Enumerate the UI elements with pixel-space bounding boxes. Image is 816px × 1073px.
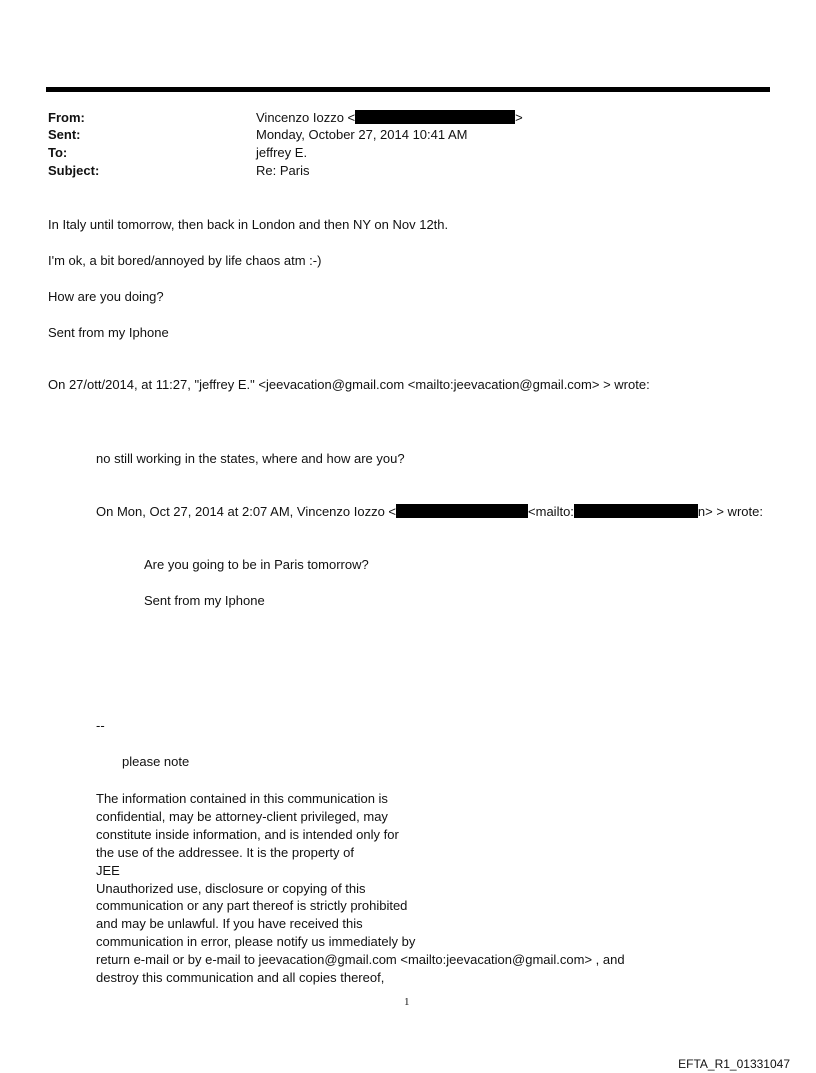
disclaimer-line: destroy this communication and all copies thereof, [96, 970, 385, 986]
to-label: To: [48, 145, 68, 160]
body-line-3: How are you doing? [48, 289, 164, 304]
page-number: 1 [404, 996, 410, 1008]
body-signature: Sent from my Iphone [48, 325, 169, 340]
disclaimer-line: and may be unlawful. If you have received this [96, 916, 363, 932]
quote1-text: no still working in the states, where and how are you? [96, 451, 405, 466]
document-id: EFTA_R1_01331047 [678, 1057, 790, 1071]
disclaimer-line: confidential, may be attorney-client privileged, may [96, 808, 388, 824]
quote2-signature: Sent from my Iphone [144, 593, 265, 608]
sent-label: Sent: [48, 127, 81, 142]
quote2-mailto: <mailto: [528, 504, 574, 519]
quote2-attribution [96, 504, 763, 520]
body-line-2: I'm ok, a bit bored/annoyed by life chaos atm :-) [48, 253, 322, 268]
body-line-1: In Italy until tomorrow, then back in London and then NY on Nov 12th. [48, 217, 449, 232]
from-bracket: > [515, 110, 523, 125]
redaction-box [396, 504, 528, 518]
disclaimer-line: communication in error, please notify us immediately by [96, 934, 416, 950]
to-value: jeffrey E. [256, 145, 308, 160]
signature-separator: -- [96, 718, 105, 733]
quote2-attribution-end: n> > wrote: [697, 504, 763, 519]
disclaimer-line: communication or any part thereof is strictly prohibited [96, 898, 408, 914]
disclaimer-line: return e-mail or by e-mail to jeevacation@gmail.com <mailto:jeevacation@gmail.com> , and [96, 952, 625, 968]
quote2-attribution-start: On Mon, Oct 27, 2014 at 2:07 AM, Vincenzo Iozzo < [96, 504, 397, 519]
quote2-text: Are you going to be in Paris tomorrow? [144, 557, 369, 572]
sent-value: Monday, October 27, 2014 10:41 AM [256, 127, 468, 142]
subject-value: Re: Paris [256, 163, 310, 178]
disclaimer-line: constitute inside information, and is intended only for [96, 826, 399, 842]
redaction-box [355, 110, 515, 124]
from-value [256, 110, 523, 126]
quote1-attribution: On 27/ott/2014, at 11:27, "jeffrey E." <jeevacation@gmail.com <mailto:jeevacation@gmail.com> > wrote: [48, 377, 650, 392]
disclaimer-line: JEE [96, 862, 120, 878]
please-note: please note [122, 754, 190, 769]
disclaimer [96, 790, 625, 987]
from-name: Vincenzo Iozzo < [256, 110, 356, 125]
disclaimer-line: the use of the addressee. It is the property of [96, 844, 354, 860]
disclaimer-line: The information contained in this communication is [96, 791, 388, 806]
subject-label: Subject: [48, 163, 100, 178]
redaction-box [574, 504, 698, 518]
disclaimer-line: Unauthorized use, disclosure or copying of this [96, 880, 366, 896]
header-rule [46, 87, 770, 92]
from-label: From: [48, 110, 85, 125]
